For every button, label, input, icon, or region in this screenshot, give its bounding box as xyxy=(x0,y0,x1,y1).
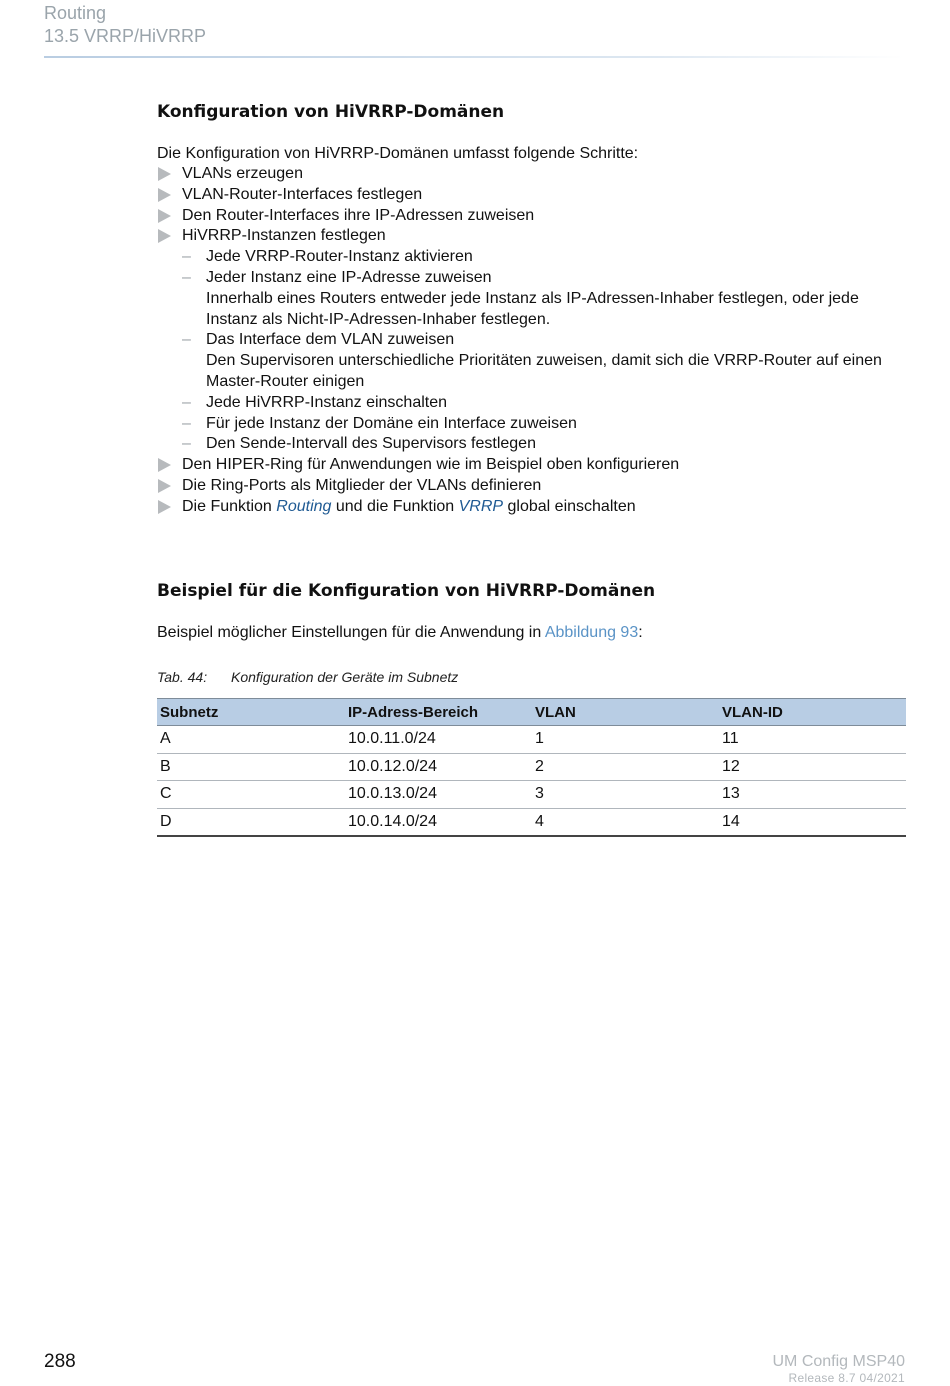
sub-list-item: – Den Sende-Intervall des Supervisors festlegen xyxy=(182,434,907,455)
table-cell: D xyxy=(157,808,345,836)
dash-bullet-icon: – xyxy=(182,435,191,453)
table-cell: 13 xyxy=(719,781,906,809)
table-header-row xyxy=(157,699,906,726)
table-cell: 3 xyxy=(532,781,719,809)
table-cell: A xyxy=(157,726,345,754)
section-title-config: Konfiguration von HiVRRP-Domänen xyxy=(157,102,505,122)
table-cell: 12 xyxy=(719,753,906,781)
figure-link[interactable]: Abbildung 93 xyxy=(544,624,639,641)
list-item: VLANs erzeugen xyxy=(157,164,907,185)
list-item: Den HIPER-Ring für Anwendungen wie im Beispiel oben konfigurieren xyxy=(157,455,907,476)
sub-list-item: – Für jede Instanz der Domäne ein Interface zuweisen xyxy=(182,414,907,435)
column-header: Subnetz xyxy=(157,699,345,726)
section-title-example: Beispiel für die Konfiguration von HiVRRP-Domänen xyxy=(157,581,656,601)
list-item: Die Ring-Ports als Mitglieder der VLANs definieren xyxy=(157,476,907,497)
table-cell: 1 xyxy=(532,726,719,754)
dash-bullet-icon: – xyxy=(182,268,191,286)
intro-paragraph: Die Konfiguration von HiVRRP-Domänen umfasst folgende Schritte: xyxy=(157,145,639,162)
triangle-bullet-icon xyxy=(158,479,171,493)
table-row xyxy=(157,753,906,781)
table-caption-number: Tab. 44: xyxy=(157,669,208,685)
sub-list-item: – Das Interface dem VLAN zuweisen Den Supervisoren unterschiedliche Prioritäten zuweisen, damit sich die VRRP-Router auf einen Master-Router einigen xyxy=(182,331,882,390)
table-row xyxy=(157,781,906,809)
footer-doc-name: UM Config MSP40 xyxy=(772,1353,905,1370)
footer-doc-info xyxy=(773,1352,906,1386)
table-cell: 10.0.14.0/24 xyxy=(345,808,532,836)
example-paragraph: Beispiel möglicher Einstellungen für die Anwendung in Abbildung 93: xyxy=(157,624,643,641)
running-header xyxy=(44,2,206,48)
triangle-bullet-icon xyxy=(158,458,171,472)
subnet-config-table xyxy=(157,698,906,837)
header-chapter: Routing xyxy=(44,3,107,23)
table-cell: B xyxy=(157,753,345,781)
list-item: VLAN-Router-Interfaces festlegen xyxy=(157,185,907,206)
dash-bullet-icon: – xyxy=(182,248,191,266)
table-cell: 10.0.11.0/24 xyxy=(345,726,532,754)
table-cell: 14 xyxy=(719,808,906,836)
column-header: IP-Adress-Bereich xyxy=(345,699,532,726)
dash-bullet-icon: – xyxy=(182,414,191,432)
table-cell: 4 xyxy=(532,808,719,836)
triangle-bullet-icon xyxy=(158,500,171,514)
table-caption-text: Konfiguration der Geräte im Subnetz xyxy=(231,669,459,685)
table-cell: C xyxy=(157,781,345,809)
column-header: VLAN-ID xyxy=(719,699,906,726)
sub-list-item: – Jeder Instanz eine IP-Adresse zuweisen Innerhalb eines Routers entweder jede Instanz als IP-Adressen-Inhaber festlegen, oder jede Instanz als Nicht-IP-Adressen-Inhaber festlegen. xyxy=(182,268,859,328)
list-item: HiVRRP-Instanzen festlegen – Jede VRRP-Router-Instanz aktivieren – Jeder Instanz eine IP-Adresse zuweisen Innerhalb eines Routers entweder jede Instanz als IP-Adressen-Inhaber festlegen, oder jede Instanz als Nicht-IP-Adressen-Inhaber festlegen. – Das Interface dem VLAN zuweisen Den Supervisoren unterschiedliche Prioritäten zuweisen, damit sich die VRRP-Router auf einen Master-Router einigen – Jede HiVRRP-Instanz einschalten – Für jede Instanz der Domäne ein Interface zuweisen – Den Sende-Intervall des Supervisors festlegen xyxy=(157,226,907,455)
menu-reference-routing: Routing xyxy=(276,497,332,515)
steps-list xyxy=(157,164,907,518)
table-cell: 2 xyxy=(532,753,719,781)
list-item: Den Router-Interfaces ihre IP-Adressen zuweisen xyxy=(157,206,907,227)
table-row xyxy=(157,808,906,836)
triangle-bullet-icon xyxy=(158,229,171,243)
column-header: VLAN xyxy=(532,699,719,726)
header-section: 13.5 VRRP/HiVRRP xyxy=(44,26,207,46)
list-item: Die Funktion Routing und die Funktion VRRP global einschalten xyxy=(157,497,907,518)
triangle-bullet-icon xyxy=(158,188,171,202)
table-cell: 10.0.12.0/24 xyxy=(345,753,532,781)
sub-list-item: – Jede HiVRRP-Instanz einschalten xyxy=(182,393,907,414)
triangle-bullet-icon xyxy=(158,167,171,181)
table-cell: 10.0.13.0/24 xyxy=(345,781,532,809)
table-cell: 11 xyxy=(719,726,906,754)
header-divider xyxy=(44,56,904,58)
sub-list-item: – Jede VRRP-Router-Instanz aktivieren xyxy=(182,247,907,268)
table-row xyxy=(157,726,906,754)
menu-reference-vrrp: VRRP xyxy=(458,497,504,515)
triangle-bullet-icon xyxy=(158,209,171,223)
substeps-list xyxy=(182,247,907,455)
dash-bullet-icon: – xyxy=(182,393,191,411)
footer-release: Release 8.7 04/2021 xyxy=(788,1371,905,1385)
page-number: 288 xyxy=(44,1351,76,1372)
dash-bullet-icon: – xyxy=(182,331,191,349)
table-caption xyxy=(157,668,458,686)
